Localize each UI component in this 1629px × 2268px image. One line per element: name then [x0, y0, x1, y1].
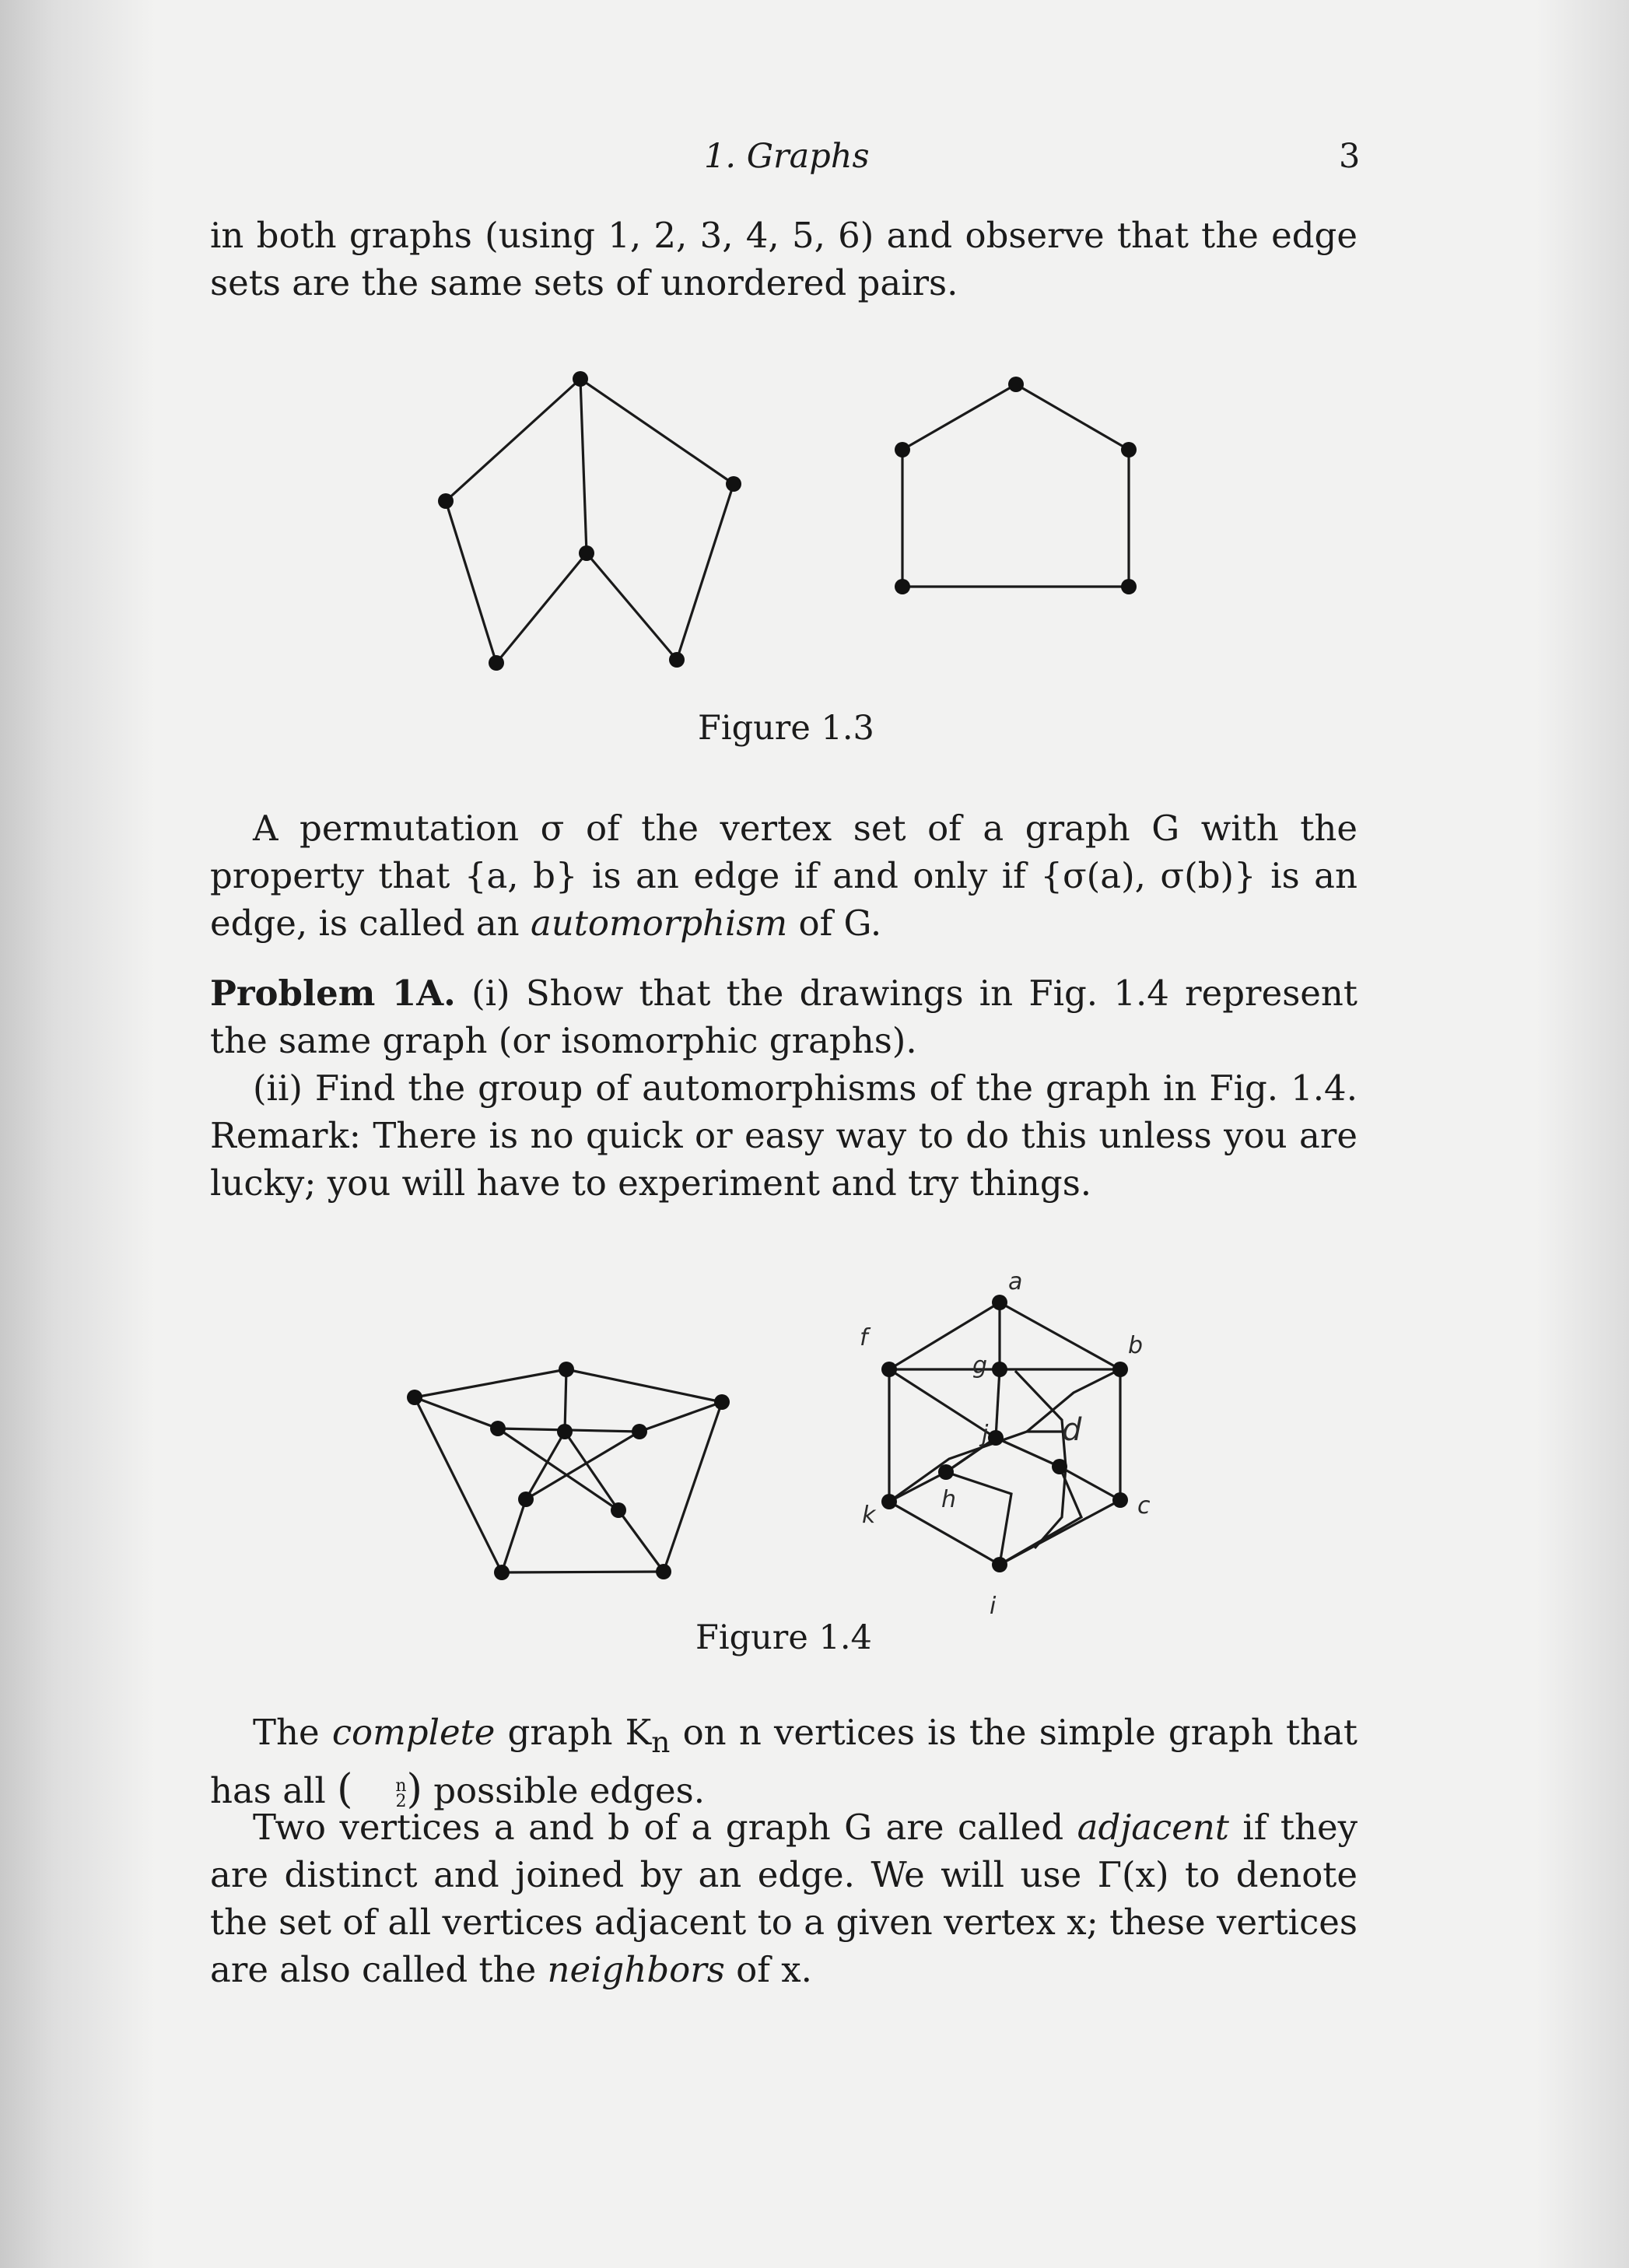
problem-1a [210, 969, 1358, 1207]
paragraph-text [210, 804, 1358, 947]
vertex-label-h: h [941, 1486, 957, 1513]
paragraph-intro [210, 212, 1358, 307]
text-span: on n vertices is the simple graph that has all [210, 1712, 1358, 1811]
figure-1-3-right-graph [887, 373, 1151, 607]
vertex-label-d: d [1062, 1412, 1082, 1448]
text-span: possible edges. [422, 1770, 706, 1811]
figure-1-3-left-graph [405, 366, 747, 677]
problem-part-ii: (ii) Find the group of automorphisms of the graph in Fig. 1.4. Remark: There is no quick or easy way to do this unless you are lucky; you will have to experiment and try things. [210, 1067, 1358, 1204]
term-complete: complete [331, 1712, 496, 1753]
paragraph-complete-graph [210, 1709, 1358, 1814]
page-shadow-left [0, 0, 156, 2268]
vertex-label-g: g [972, 1352, 988, 1379]
running-title: 1. Graphs [704, 137, 870, 176]
vertex-label-c: c [1137, 1492, 1151, 1520]
text-span: if they are distinct and joined by an edge. We will use Γ(x) to denote the set of all vertices adjacent to a given vertex x; these vertices are also called the [210, 1807, 1358, 1990]
paragraph-text: The complete graph $K_n$ on n vertices is the simple graph that has all ( n 2 ) possible edges. [210, 1712, 1358, 1813]
subscript-n: n [651, 1725, 671, 1759]
paragraph-automorphism [210, 804, 1358, 947]
term-neighbors: neighbors [547, 1949, 725, 1990]
text-span: The [253, 1712, 332, 1753]
figure-1-4-left-graph [405, 1346, 747, 1595]
text-span: of x. [724, 1949, 812, 1990]
page-number: 3 [1339, 137, 1361, 176]
vertex-label-b: b [1128, 1332, 1144, 1359]
figure-1-4-caption: Figure 1.4 [695, 1618, 872, 1657]
text-span: of G. [787, 903, 882, 944]
vertex-label-i: i [990, 1593, 997, 1620]
figure-1-4-right-graph [871, 1284, 1151, 1595]
text-span: A permutation σ of the vertex set of a graph G with the property that {a, b} is an edge if and only if {σ(a), σ(b)} is an edge, is called an [210, 808, 1358, 944]
vertex-label-a: a [1008, 1268, 1023, 1295]
vertex-label-f: f [860, 1324, 868, 1351]
binom-top: n [395, 1775, 407, 1796]
binom-bottom: 2 [395, 1791, 407, 1811]
paragraph-text [210, 1804, 1358, 1993]
problem-part-i [210, 969, 1358, 1064]
problem-label: Problem 1A. [210, 973, 456, 1014]
text-span: Two vertices a and b of a graph G are called [253, 1807, 1077, 1848]
text-span: (i) Show that the drawings in Fig. 1.4 represent the same graph (or isomorphic graphs). [210, 973, 1358, 1061]
term-automorphism: automorphism [530, 903, 788, 944]
paragraph-text: in both graphs (using 1, 2, 3, 4, 5, 6) and observe that the edge sets are the same sets of unordered pairs. [210, 215, 1358, 303]
page-shadow-right [1536, 0, 1629, 2268]
vertex-label-j: j [982, 1421, 989, 1448]
term-adjacent: adjacent [1077, 1807, 1229, 1848]
figure-1-3-caption: Figure 1.3 [698, 709, 874, 748]
vertex-label-k: k [862, 1502, 876, 1529]
text-span: graph K [495, 1712, 652, 1753]
paragraph-adjacent [210, 1804, 1358, 1993]
